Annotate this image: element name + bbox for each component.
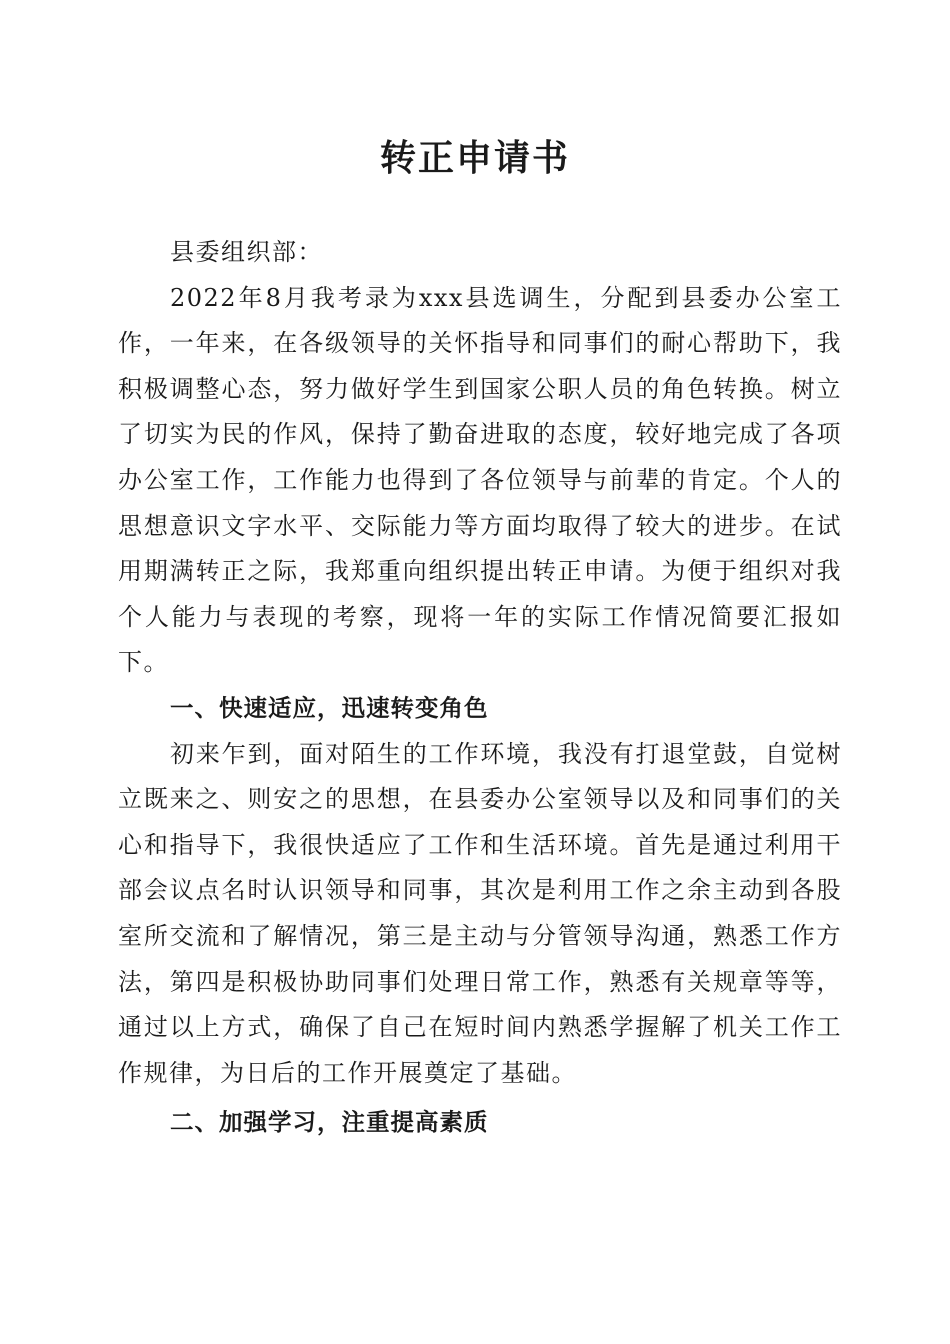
document-body xyxy=(118,230,842,1146)
section-heading-1: 一、快速适应，迅速转变角色 xyxy=(170,693,489,722)
salutation: 县委组织部： xyxy=(170,238,323,266)
intro-paragraph: 2022年8月我考录为xxx县选调生，分配到县委办公室工作，一年来，在各级领导的关怀指导和同事们的耐心帮助下，我积极调整心态，努力做好学生到国家公职人员的角色转换。树立了切实为民的作风，保持了勤奋进取的态度，较好地完成了各项办公室工作，工作能力也得到了各位领导与前辈的肯定。个人的思想意识文字水平、交际能力等方面均取得了较大的进步。在试用期满转正之际，我郑重向组织提出转正申请。为便于组织对我个人能力与表现的考察，现将一年的实际工作情况简要汇报如下。 xyxy=(118,283,842,677)
section-heading-2: 二、加强学习，注重提高素质 xyxy=(170,1108,489,1137)
section-paragraph-1: 初来乍到，面对陌生的工作环境，我没有打退堂鼓，自觉树立既来之、则安之的思想，在县委办公室领导以及和同事们的关心和指导下，我很快适应了工作和生活环境。首先是通过利用干部会议点名时认识领导和同事，其次是利用工作之余主动到各股室所交流和了解情况，第三是主动与分管领导沟通，熟悉工作方法，第四是积极协助同事们处理日常工作，熟悉有关规章等等，通过以上方式，确保了自己在短时间内熟悉学握解了机关工作工作规律，为日后的工作开展奠定了基础。 xyxy=(118,739,842,1087)
document-title: 转正申请书 xyxy=(379,137,570,179)
